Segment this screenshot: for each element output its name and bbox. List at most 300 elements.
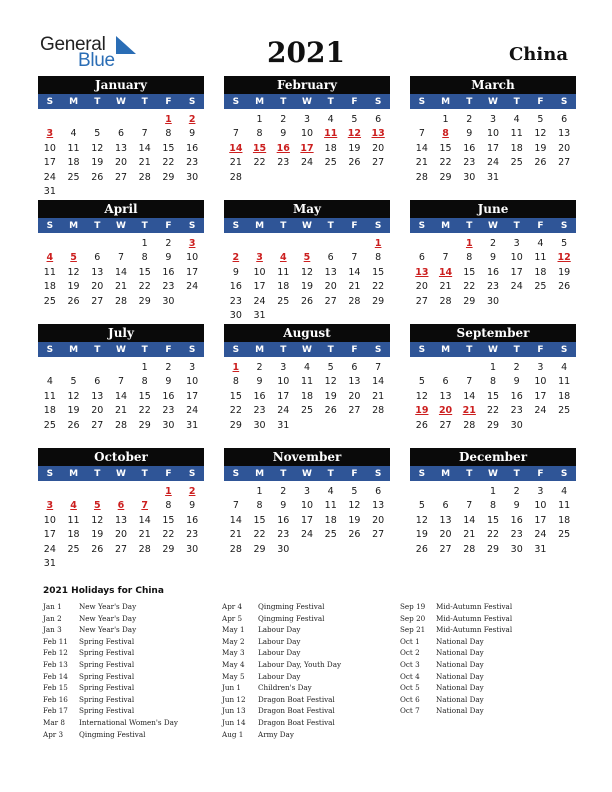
day: 28 (138, 171, 151, 183)
holiday-name: National Day (436, 671, 484, 681)
day: 25 (43, 295, 56, 307)
day: 11 (277, 266, 290, 278)
day: 28 (114, 295, 128, 307)
weekday-label: T (280, 221, 287, 231)
day: 7 (442, 252, 449, 264)
weekday-label: T (94, 469, 101, 479)
day: 24 (300, 529, 314, 541)
day: 14 (463, 514, 476, 526)
day: 29 (486, 543, 500, 555)
weekday-label: F (537, 97, 544, 107)
holiday-row (222, 705, 341, 717)
day: 19 (415, 529, 428, 541)
day: 14 (348, 266, 361, 278)
day: 6 (442, 376, 449, 388)
day: 14 (372, 376, 385, 388)
day: 16 (162, 390, 175, 402)
holiday-row (222, 659, 341, 671)
holidays-title: 2021 Holidays for China (43, 586, 164, 596)
day: 11 (43, 266, 56, 278)
weekday-label: S (46, 221, 54, 231)
day: 18 (43, 405, 56, 417)
day: 8 (141, 376, 148, 388)
holiday-name: Spring Festival (79, 636, 135, 646)
holiday-day: 2 (232, 252, 240, 264)
holiday-date: May 2 (222, 636, 245, 646)
day: 25 (67, 171, 80, 183)
holiday-day: 3 (188, 238, 196, 249)
day: 5 (94, 128, 101, 140)
day: 17 (186, 390, 199, 402)
day: 28 (229, 543, 242, 555)
day: 17 (486, 142, 500, 154)
month-title: April (38, 200, 204, 218)
day: 22 (229, 405, 242, 417)
days-grid (410, 237, 576, 309)
day: 11 (324, 500, 337, 512)
day: 17 (534, 390, 547, 402)
days-grid (38, 113, 204, 199)
logo-triangle-icon (116, 36, 138, 54)
day: 29 (229, 419, 242, 431)
weekday-label: T (466, 469, 473, 479)
day: 26 (67, 419, 80, 431)
day: 7 (466, 500, 473, 512)
day: 4 (537, 238, 544, 249)
day: 29 (162, 543, 175, 555)
holiday-name: Labour Day (258, 625, 301, 635)
month-july (38, 324, 204, 433)
holiday-date: Oct 1 (400, 636, 420, 646)
day: 17 (510, 266, 523, 278)
day: 7 (466, 376, 473, 388)
day: 9 (165, 376, 172, 388)
holiday-day: 7 (141, 500, 149, 512)
holiday-date: Oct 6 (400, 694, 420, 704)
weekday-label: F (165, 345, 172, 355)
day: 19 (534, 142, 547, 154)
day-empty (224, 113, 248, 127)
day: 19 (300, 281, 314, 293)
day: 24 (43, 171, 56, 183)
holiday-date: Jan 2 (43, 613, 62, 623)
day: 21 (415, 157, 428, 169)
day: 29 (463, 295, 476, 307)
day: 19 (348, 514, 361, 526)
weekday-label: M (255, 221, 265, 231)
day-empty (85, 237, 109, 251)
day: 17 (186, 266, 199, 278)
days-grid (38, 485, 204, 571)
day: 17 (300, 514, 314, 526)
holidays-column (43, 601, 178, 740)
holiday-name: Mid-Autumn Festival (436, 625, 513, 635)
weekday-label: T (280, 469, 287, 479)
weekday-label: F (351, 97, 358, 107)
day: 12 (324, 376, 337, 388)
day: 31 (43, 557, 56, 569)
weekday-header (224, 218, 390, 234)
day: 30 (277, 543, 290, 555)
day: 23 (229, 295, 242, 307)
day: 16 (162, 266, 175, 278)
day: 10 (277, 376, 290, 388)
holiday-name: National Day (436, 648, 484, 658)
day: 6 (351, 362, 358, 373)
holiday-day: 1 (165, 486, 172, 497)
day: 10 (300, 128, 314, 140)
holiday-row (43, 729, 178, 741)
holiday-date: Feb 13 (43, 659, 68, 669)
day: 27 (91, 295, 104, 307)
weekday-label: T (513, 97, 520, 107)
day: 1 (256, 486, 263, 497)
day: 8 (489, 376, 497, 388)
day: 22 (486, 529, 500, 541)
day: 23 (162, 405, 175, 417)
day: 30 (229, 309, 242, 321)
day: 15 (486, 514, 500, 526)
holiday-row (400, 647, 512, 659)
day: 21 (114, 281, 128, 293)
weekday-label: S (560, 345, 568, 355)
day: 9 (513, 376, 520, 388)
holiday-name: Labour Day (258, 648, 301, 658)
day: 22 (138, 405, 151, 417)
day-empty (38, 361, 62, 375)
day: 6 (418, 252, 425, 264)
holiday-row (43, 671, 178, 683)
day-empty (248, 237, 272, 251)
day-empty (343, 237, 367, 251)
day-empty (410, 237, 434, 251)
month-title: November (224, 448, 390, 466)
day: 17 (534, 514, 547, 526)
day: 12 (67, 390, 80, 402)
holiday-row (43, 624, 178, 636)
day: 20 (558, 142, 571, 154)
day: 8 (165, 500, 172, 512)
holiday-date: May 5 (222, 671, 245, 681)
day: 14 (138, 142, 151, 154)
day: 10 (486, 128, 500, 140)
day: 15 (138, 266, 151, 278)
generalblue-logo (40, 34, 150, 74)
day: 3 (537, 486, 544, 497)
day: 31 (534, 543, 547, 555)
holiday-row (400, 705, 512, 717)
holiday-name: Army Day (258, 729, 294, 739)
holiday-row (400, 613, 512, 625)
holiday-date: Jun 14 (222, 717, 246, 727)
day: 8 (232, 376, 239, 388)
day: 6 (561, 114, 568, 125)
day: 8 (165, 128, 172, 140)
day: 25 (67, 543, 80, 555)
day: 9 (466, 128, 473, 140)
day: 1 (442, 114, 449, 125)
day: 3 (303, 486, 311, 497)
day: 22 (162, 157, 175, 169)
holiday-name: National Day (436, 706, 484, 716)
day: 10 (186, 252, 199, 264)
weekday-label: M (69, 469, 79, 479)
day-empty (133, 485, 157, 499)
holiday-day: 5 (303, 252, 311, 264)
day: 25 (324, 157, 337, 169)
day-empty (410, 361, 434, 375)
day: 3 (280, 362, 287, 373)
day-empty (434, 485, 458, 499)
logo-word-blue: Blue (78, 50, 115, 71)
day: 23 (186, 157, 199, 169)
day-empty (38, 485, 62, 499)
day: 2 (513, 362, 520, 373)
day: 15 (138, 390, 151, 402)
month-january (38, 76, 204, 199)
holiday-day: 3 (46, 128, 54, 140)
day: 20 (324, 281, 337, 293)
day: 7 (141, 128, 148, 140)
day: 19 (91, 529, 104, 541)
day: 26 (534, 157, 547, 169)
day: 5 (561, 238, 568, 249)
holiday-day: 16 (276, 142, 290, 154)
day: 24 (43, 543, 56, 555)
day: 14 (229, 514, 242, 526)
day: 27 (324, 295, 337, 307)
weekday-header (224, 466, 390, 482)
day: 27 (114, 171, 128, 183)
holiday-row (43, 682, 178, 694)
day: 20 (91, 281, 104, 293)
holiday-row (43, 613, 178, 625)
day: 6 (442, 500, 449, 512)
day: 12 (415, 390, 428, 402)
day: 21 (138, 529, 151, 541)
day: 26 (91, 543, 104, 555)
day: 18 (43, 281, 56, 293)
weekday-label: W (302, 345, 312, 355)
day: 4 (327, 114, 334, 125)
day: 10 (253, 266, 266, 278)
day: 4 (46, 376, 53, 388)
day: 7 (351, 252, 358, 264)
day: 3 (513, 238, 520, 249)
holiday-name: Spring Festival (79, 706, 135, 716)
holiday-row (43, 647, 178, 659)
holiday-row (400, 636, 512, 648)
day: 18 (324, 514, 337, 526)
weekday-label: W (302, 97, 312, 107)
day: 14 (114, 390, 128, 402)
weekday-label: T (141, 469, 148, 479)
weekday-label: W (488, 97, 498, 107)
weekday-label: W (116, 221, 126, 231)
day: 13 (114, 142, 128, 154)
day: 22 (439, 157, 452, 169)
day: 5 (418, 500, 425, 512)
day: 13 (91, 390, 104, 402)
weekday-header (410, 342, 576, 358)
month-august (224, 324, 390, 433)
day: 14 (415, 142, 428, 154)
month-title: January (38, 76, 204, 94)
day: 4 (513, 114, 520, 125)
holiday-day: 1 (374, 238, 382, 249)
day: 13 (91, 266, 104, 278)
holiday-row (222, 682, 341, 694)
day: 21 (138, 157, 151, 169)
day: 16 (229, 281, 242, 293)
day: 31 (43, 185, 56, 197)
holiday-date: Feb 11 (43, 636, 68, 646)
day-empty (434, 237, 458, 251)
holiday-row (222, 624, 341, 636)
day: 22 (253, 157, 266, 169)
day: 15 (372, 266, 385, 278)
day: 23 (186, 529, 199, 541)
weekday-header (38, 94, 204, 110)
holiday-row (43, 659, 178, 671)
holiday-date: Oct 2 (400, 648, 420, 658)
day: 11 (67, 142, 80, 154)
day: 7 (375, 362, 382, 373)
day: 4 (70, 128, 77, 140)
day: 11 (558, 500, 571, 512)
weekday-label: S (418, 469, 426, 479)
holiday-name: National Day (436, 659, 484, 669)
holiday-name: Spring Festival (79, 648, 135, 658)
weekday-label: S (418, 345, 426, 355)
day: 24 (277, 405, 290, 417)
day: 25 (558, 529, 571, 541)
holiday-day: 12 (347, 128, 362, 140)
holiday-date: Sep 20 (400, 613, 426, 623)
holiday-row (43, 636, 178, 648)
page-title-year: 2021 (267, 36, 345, 69)
day: 29 (253, 543, 266, 555)
days-grid (224, 237, 390, 323)
holiday-date: Feb 12 (43, 648, 68, 658)
holiday-day: 14 (229, 142, 243, 154)
weekday-label: M (69, 97, 79, 107)
weekday-label: W (302, 469, 312, 479)
day: 9 (165, 252, 172, 264)
day: 10 (43, 514, 56, 526)
holiday-day: 11 (324, 128, 338, 140)
day: 6 (327, 252, 334, 264)
day: 5 (70, 376, 77, 388)
day: 27 (348, 405, 361, 417)
holiday-date: Jun 13 (222, 706, 246, 716)
day: 5 (537, 114, 544, 125)
day: 9 (280, 500, 287, 512)
holiday-date: Oct 5 (400, 683, 420, 693)
holiday-day: 12 (557, 252, 571, 264)
holiday-name: Spring Festival (79, 694, 135, 704)
day: 10 (300, 500, 314, 512)
day-empty (62, 485, 86, 499)
holiday-name: Children's Day (258, 683, 312, 693)
day: 14 (138, 514, 151, 526)
weekday-label: T (280, 345, 287, 355)
holiday-date: Jun 1 (222, 683, 241, 693)
day: 20 (114, 529, 128, 541)
month-february (224, 76, 390, 185)
day: 7 (117, 376, 125, 388)
weekday-label: S (232, 97, 240, 107)
holiday-date: Oct 3 (400, 659, 420, 669)
day: 25 (534, 281, 547, 293)
holiday-name: Labour Day (258, 636, 301, 646)
day: 16 (463, 142, 476, 154)
holiday-day: 4 (279, 252, 287, 264)
day: 21 (229, 157, 242, 169)
day-empty (410, 485, 434, 499)
holiday-date: Oct 4 (400, 671, 420, 681)
weekday-label: T (513, 345, 520, 355)
day: 27 (372, 157, 385, 169)
day: 2 (513, 486, 520, 497)
day: 12 (67, 266, 80, 278)
day: 31 (486, 171, 500, 183)
day: 28 (463, 543, 476, 555)
holiday-row (43, 601, 178, 613)
day: 27 (114, 543, 128, 555)
weekday-label: W (488, 469, 498, 479)
holiday-row (400, 671, 512, 683)
day: 31 (253, 309, 266, 321)
holiday-day: 4 (70, 500, 77, 512)
day: 7 (232, 500, 239, 512)
day: 9 (489, 252, 497, 264)
weekday-label: S (418, 221, 426, 231)
day: 7 (418, 128, 425, 140)
holiday-date: Sep 21 (400, 625, 426, 635)
month-title: May (224, 200, 390, 218)
day: 1 (489, 362, 497, 373)
day: 6 (117, 128, 125, 140)
day: 10 (534, 500, 547, 512)
weekday-label: S (188, 221, 196, 231)
holiday-name: Mid-Autumn Festival (436, 613, 513, 623)
holiday-date: Aug 1 (222, 729, 244, 739)
holiday-name: Spring Festival (79, 683, 135, 693)
holiday-day: 15 (252, 142, 267, 154)
day: 16 (510, 514, 523, 526)
day: 11 (534, 252, 547, 264)
holiday-row (222, 694, 341, 706)
day: 19 (67, 281, 80, 293)
holiday-day: 13 (415, 266, 429, 278)
month-title: October (38, 448, 204, 466)
day: 28 (229, 171, 242, 183)
day: 18 (324, 142, 337, 154)
day: 26 (348, 529, 361, 541)
month-title: December (410, 448, 576, 466)
day: 15 (463, 266, 476, 278)
holiday-name: Dragon Boat Festival (258, 694, 335, 704)
day-empty (319, 237, 343, 251)
weekday-label: T (513, 469, 520, 479)
month-march (410, 76, 576, 185)
day: 20 (114, 157, 128, 169)
weekday-header (410, 218, 576, 234)
weekday-label: S (232, 469, 240, 479)
day: 5 (351, 486, 358, 497)
day: 30 (162, 295, 175, 307)
